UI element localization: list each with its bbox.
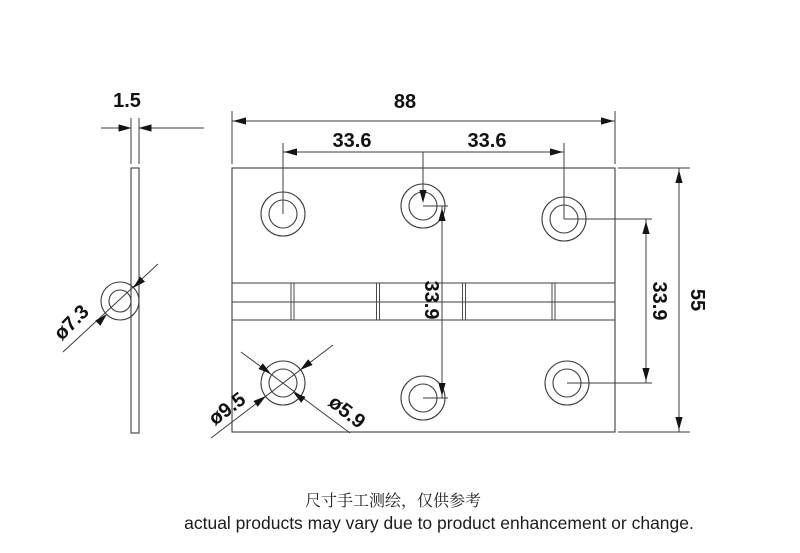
- row-spacing-right-label: 33.9: [648, 281, 670, 321]
- side-view: [50, 90, 204, 433]
- arrowhead: [233, 117, 246, 124]
- thickness-dimension: [101, 90, 204, 164]
- footer-notes: [184, 492, 694, 533]
- height-label: 55: [686, 288, 708, 312]
- arrowhead: [675, 417, 682, 430]
- barrel-diameter-dimension: [50, 264, 158, 352]
- arrowhead: [601, 117, 614, 124]
- hole-diameter-label: ø5.9: [324, 391, 370, 434]
- arrowhead: [95, 311, 109, 325]
- barrel-inner-circle: [109, 290, 131, 312]
- barrel-diameter-label: ø7.3: [49, 300, 94, 345]
- arrowhead: [642, 368, 649, 381]
- arrowhead: [642, 221, 649, 234]
- side-plate-edge: [131, 168, 139, 433]
- arrowhead: [675, 170, 682, 183]
- front-view: [205, 91, 708, 438]
- note-english: actual products may vary due to product enhancement or change.: [184, 513, 694, 533]
- width-label: 88: [393, 91, 417, 113]
- arrowhead: [139, 124, 152, 131]
- hole-spacing-left-label: 33.6: [332, 130, 372, 152]
- note-chinese: 尺寸手工测绘，仅供参考: [304, 493, 482, 510]
- countersink-diameter-label: ø9.5: [204, 388, 250, 431]
- row-spacing-center-label: 33.9: [420, 280, 442, 320]
- arrowhead: [119, 124, 132, 131]
- arrowhead: [284, 148, 297, 155]
- arrowhead: [550, 148, 563, 155]
- thickness-label: 1.5: [113, 90, 141, 112]
- hole-spacing-right-label: 33.6: [467, 130, 507, 152]
